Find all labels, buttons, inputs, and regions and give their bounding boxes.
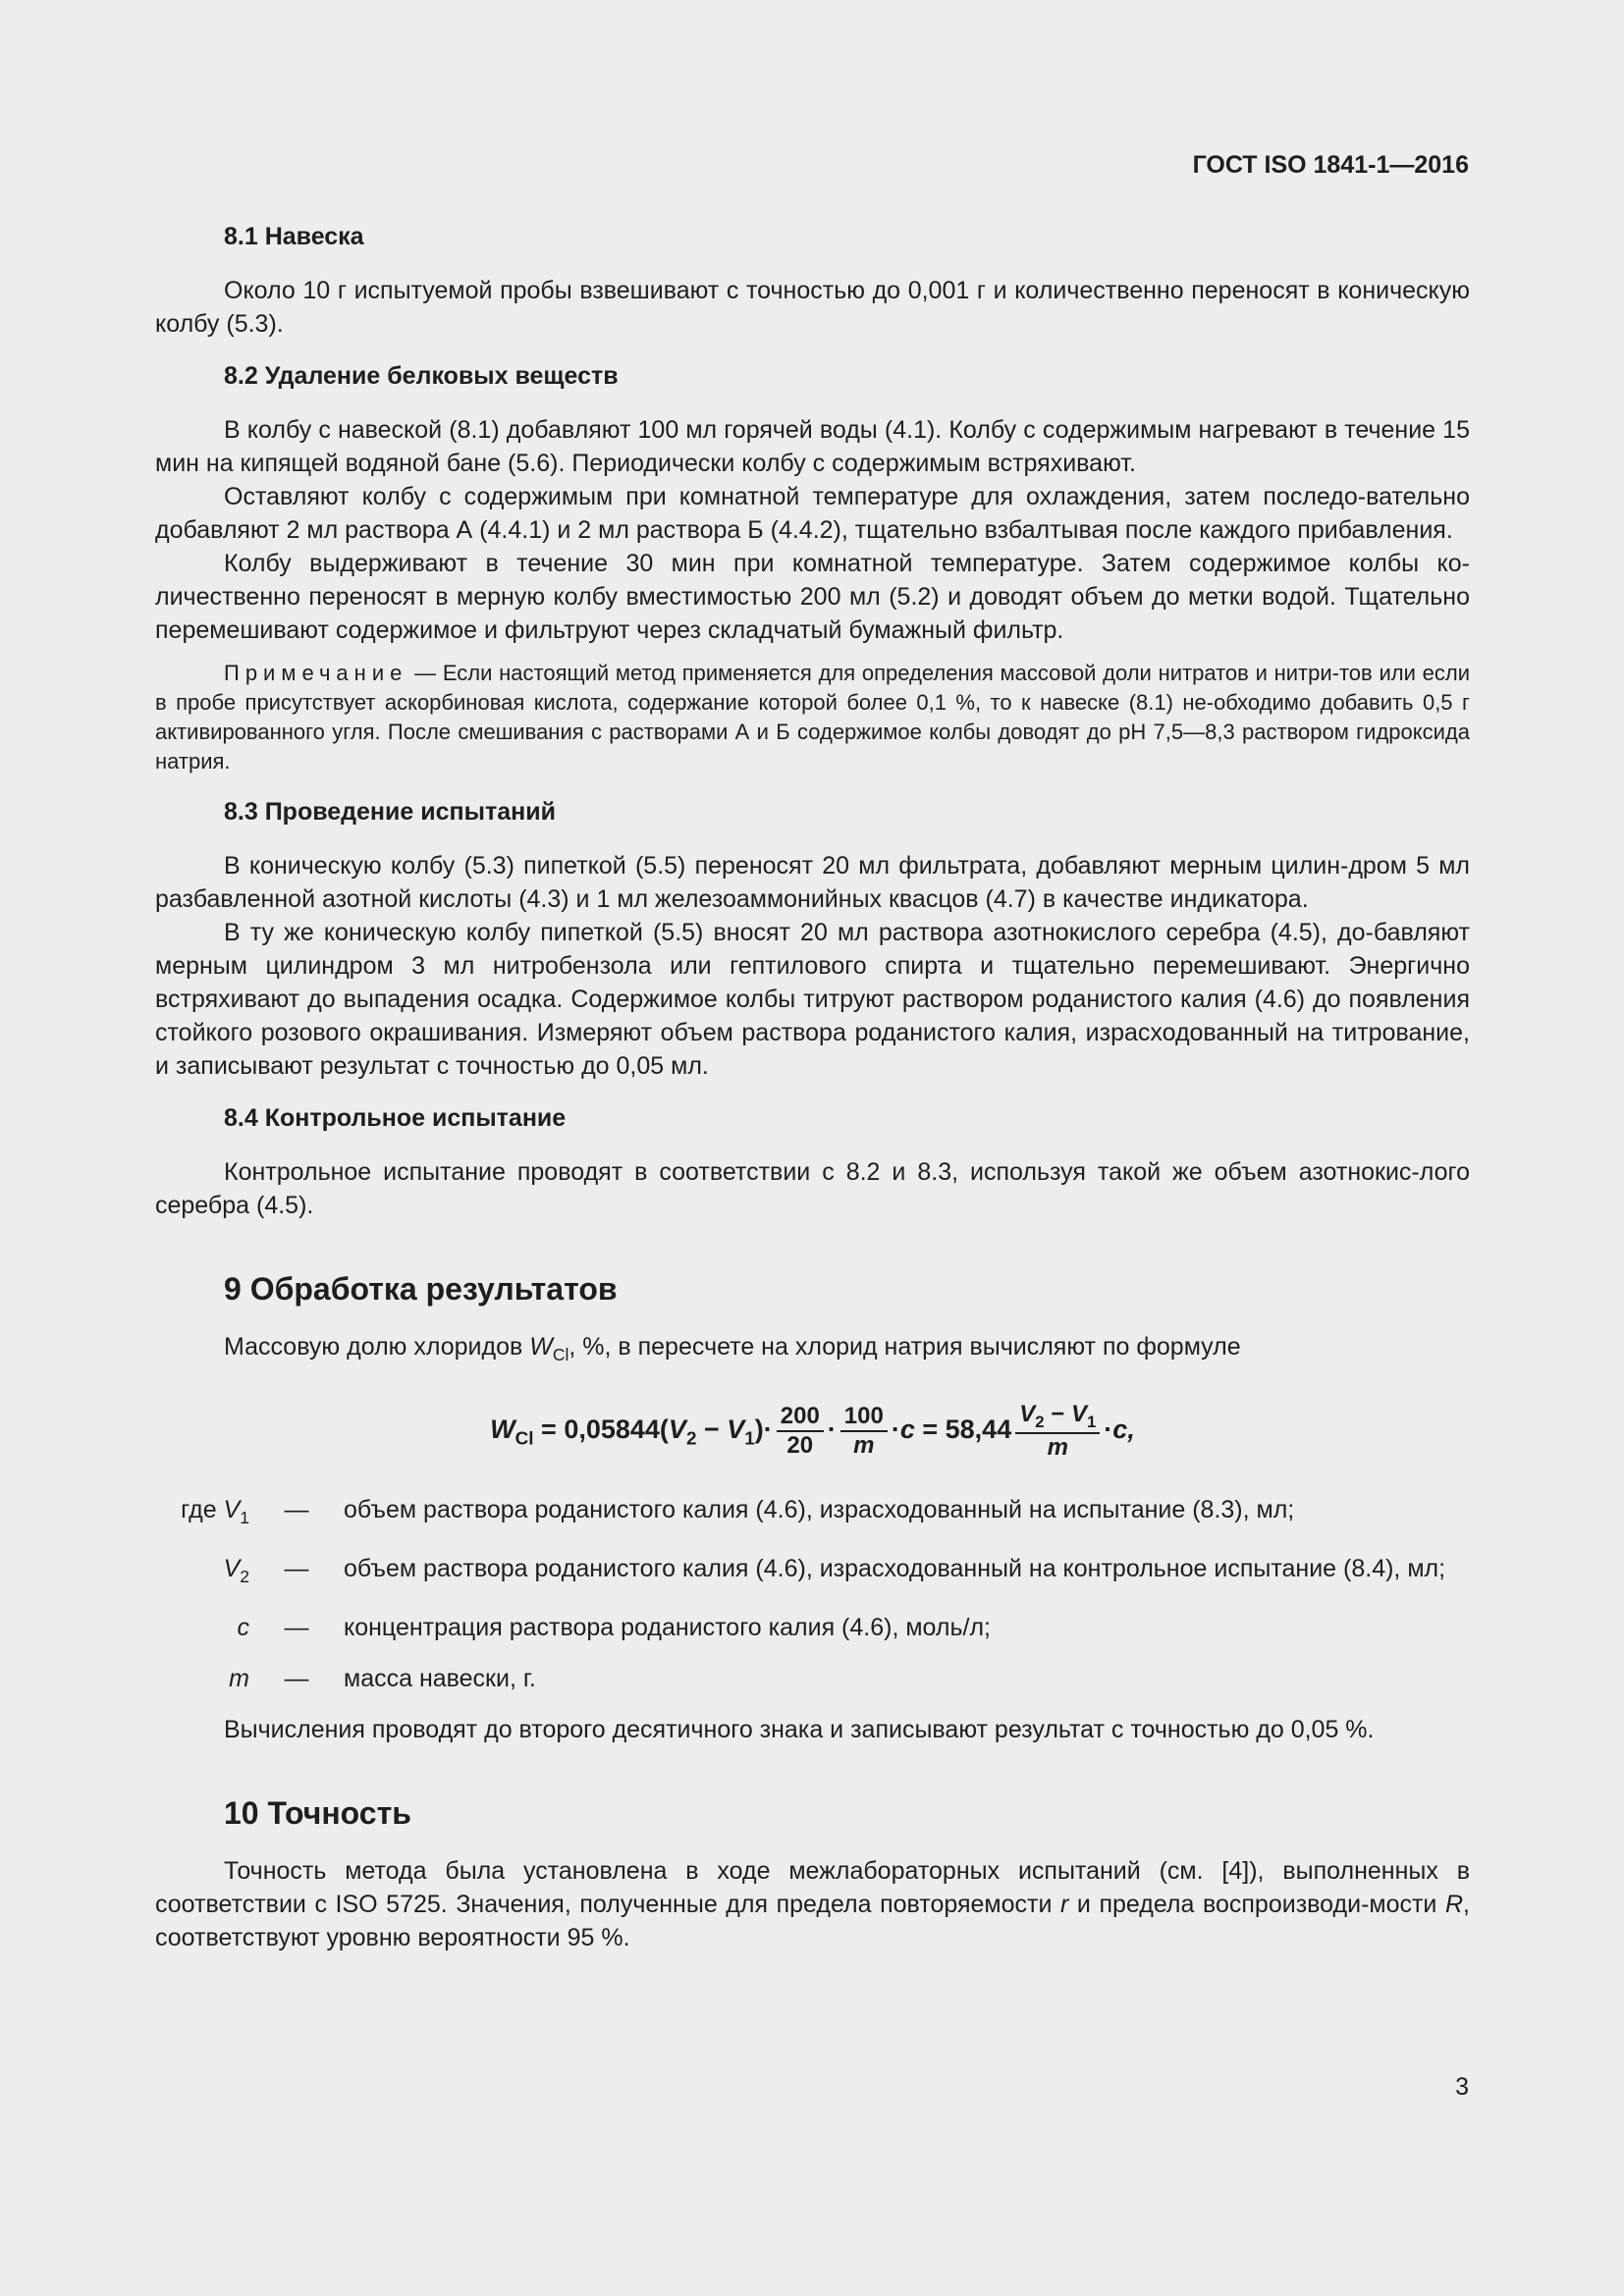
fraction-100-m: $\frac{100}{m}$ xyxy=(840,1403,888,1460)
variable-definitions xyxy=(155,1493,1470,1695)
section-8-2-paragraph-2: Оставляют колбу с содержимым при комнатной температуре для охлаждения, затем последо-вательно добавляют 2 мл раствора А (4.4.1) и 2 мл раствора Б (4.4.2), тщательно взбалтывая после каждого прибавления. xyxy=(155,483,1470,544)
section-8-2-paragraph-3: Колбу выдерживают в течение 30 мин при комнатной температуре. Затем содержимое колбы ко-личественно переносят в мерную колбу вместимостью 200 мл (5.2) и доводят объем до метки водой. Тщательно перемешивают содержимое и фильтруют через складчатый бумажный фильтр. xyxy=(155,550,1470,644)
definition-row: m — масса навески, г. xyxy=(229,1664,536,1692)
section-8-2-note xyxy=(155,659,1470,776)
fraction-200-20: $\frac{200}{20}$ xyxy=(777,1403,824,1460)
document-body xyxy=(155,220,1470,1954)
section-9-paragraph-after: Вычисления проводят до второго десятичного знака и записывают результат с точностью до 0,05 %. xyxy=(224,1715,1375,1743)
definition-row: c — концентрация раствора роданистого калия (4.6), моль/л; xyxy=(237,1613,991,1641)
note-text: — Если настоящий метод применяется для определения массовой доли нитратов и нитри-тов или если в пробе присутствует аскорбиновая кислота, содержание которой более 0,1 %, то к навеске (8.1) не-обходимо добавить 0,5 г активированного угля. После смешивания с растворами А и Б содержимое колбы доводят до pH 7,5—8,3 раствором гидроксида натрия. xyxy=(155,661,1470,774)
section-8-3-paragraph-2: В ту же коническую колбу пипеткой (5.5) вносят 20 мл раствора азотнокислого серебра (4.5), до-бавляют мерным цилиндром 3 мл нитробензола или гептилового спирта и тщательно перемешивают. Энергично встряхивают до выпадения осадка. Содержимое колбы титруют раствором роданистого калия (4.6) до появления стойкого розового окрашивания. Измеряют объем раствора роданистого калия, израсходованный на титрование, и записывают результат с точностью до 0,05 мл. xyxy=(155,919,1470,1080)
definition-row: где $V_1$ — объем раствора роданистого калия (4.6), израсходованный на испытание (8.3), мл; xyxy=(181,1495,1295,1527)
page-number: 3 xyxy=(1455,2073,1469,2101)
section-8-2-title: 8.2 Удаление белковых веществ xyxy=(224,362,619,390)
section-8-2-paragraph-1: В колбу с навеской (8.1) добавляют 100 мл горячей воды (4.1). Колбу с содержимым нагревают в течение 15 мин на кипящей водяной бане (5.6). Периодически колбу с содержимым встряхивают. xyxy=(155,416,1470,477)
section-8-4-title: 8.4 Контрольное испытание xyxy=(224,1104,567,1132)
chloride-formula: $W_{Cl} = 0,05844(V_2 - V_1)\cdot$ $\frac{200}{20}$ · $\frac{100}{m}$ ·c = 58,44 $\frac{V_2 - V_1}{m}$ ·c, xyxy=(490,1401,1135,1461)
section-10-title: 10 Точность xyxy=(224,1794,411,1831)
section-10-paragraph: Точность метода была установлена в ходе межлабораторных испытаний (см. [4]), выполненных в соответствии с ISO 5725. Значения, полученные для предела повторяемости r и предела воспроизводи-мости R, соответствуют уровню вероятности 95 %. xyxy=(155,1856,1470,1951)
section-8-4-paragraph: Контрольное испытание проводят в соответствии с 8.2 и 8.3, используя такой же объем азотнокис-лого серебра (4.5). xyxy=(155,1158,1470,1219)
fraction-v2-v1-m: $\frac{V_2 - V_1}{m}$ xyxy=(1015,1401,1100,1462)
section-8-3-paragraph-1: В коническую колбу (5.3) пипеткой (5.5) переносят 20 мл фильтрата, добавляют мерным цилин-дром 5 мл разбавленной азотной кислоты (4.3) и 1 мл железоаммонийных квасцов (4.7) в качестве индикатора. xyxy=(155,852,1470,913)
section-9-title: 9 Обработка результатов xyxy=(224,1271,618,1307)
section-8-1-title: 8.1 Навеска xyxy=(224,223,364,250)
note-label: Примечание xyxy=(224,661,408,685)
document-header: ГОСТ ISO 1841-1—2016 xyxy=(1192,151,1469,179)
definition-row: $V_2$ — объем раствора роданистого калия (4.6), израсходованный на контрольное испытание (8.4), мл; xyxy=(223,1554,1446,1586)
section-8-1-paragraph: Около 10 г испытуемой пробы взвешивают с точностью до 0,001 г и количественно переносят в коническую колбу (5.3). xyxy=(155,277,1470,338)
section-9-intro: Массовую долю хлоридов $W_{Cl}$, %, в пересчете на хлорид натрия вычисляют по формуле xyxy=(224,1333,1241,1364)
section-8-3-title: 8.3 Проведение испытаний xyxy=(224,798,556,826)
